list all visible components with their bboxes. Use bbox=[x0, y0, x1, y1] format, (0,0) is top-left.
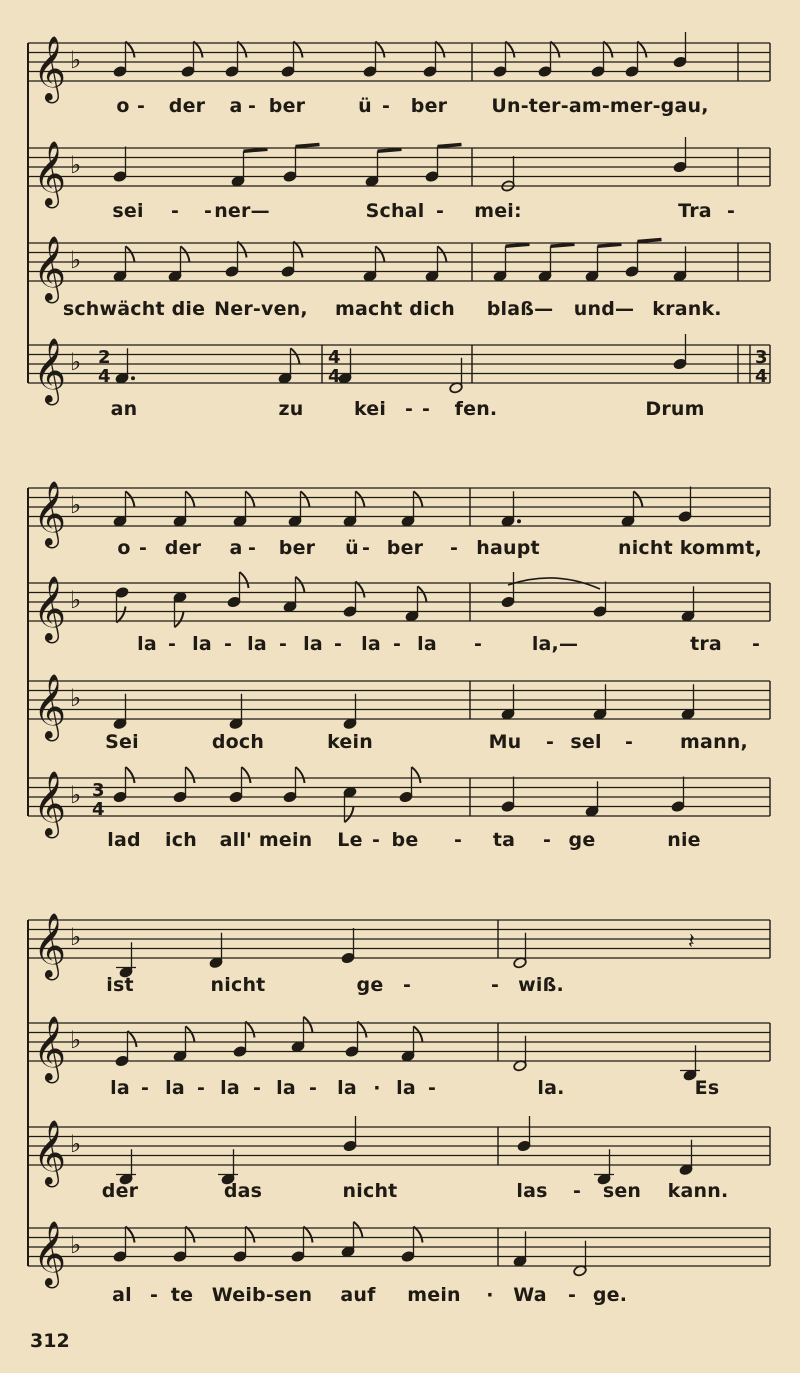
eighth-flag bbox=[376, 246, 385, 262]
treble-clef-icon: 𝄞 bbox=[33, 771, 67, 836]
lyric-syllable: - bbox=[624, 731, 634, 753]
note-beam bbox=[598, 244, 622, 246]
lyric-syllable: Le bbox=[337, 829, 363, 851]
eighth-flag bbox=[418, 586, 427, 602]
time-signature-numerator: 2 bbox=[98, 347, 111, 368]
time-signature-denominator: 4 bbox=[328, 366, 341, 387]
lyric-syllable: - bbox=[333, 633, 343, 655]
lyric-syllable: nicht bbox=[210, 974, 266, 996]
lyric-syllable: Schal bbox=[365, 200, 425, 222]
lyric-syllable: - bbox=[252, 1077, 262, 1099]
eighth-flag bbox=[414, 491, 423, 507]
lyric-syllable: o bbox=[117, 537, 131, 559]
eighth-flag bbox=[126, 42, 135, 58]
note-beam bbox=[244, 149, 268, 151]
lyric-syllable: Sei bbox=[105, 731, 139, 753]
flat-sign-icon: ♭ bbox=[70, 246, 82, 274]
lyric-syllable: Weib-sen bbox=[211, 1284, 313, 1306]
lyric-syllable: kein bbox=[327, 731, 373, 753]
eighth-flag bbox=[128, 1031, 137, 1047]
lyric-syllable: nie bbox=[667, 829, 701, 851]
lyric-syllable: der bbox=[101, 1180, 139, 1202]
lyric-syllable: o bbox=[116, 95, 130, 117]
lyric-syllable: - bbox=[361, 537, 371, 559]
eighth-flag bbox=[246, 491, 255, 507]
eighth-flag bbox=[296, 767, 305, 783]
lyric-syllable: la bbox=[396, 1077, 416, 1099]
lyric-syllable: - bbox=[138, 537, 148, 559]
lyric-syllable: al bbox=[112, 1284, 132, 1306]
lyric-syllable: macht dich bbox=[334, 298, 456, 320]
lyric-syllable: haupt bbox=[476, 537, 540, 559]
lyric-syllable: - bbox=[402, 974, 412, 996]
eighth-flag bbox=[294, 42, 303, 58]
treble-clef-icon: 𝄞 bbox=[33, 236, 67, 301]
eighth-flag bbox=[414, 1026, 423, 1042]
lyrics-line bbox=[20, 200, 790, 224]
lyric-syllable: das bbox=[223, 1180, 263, 1202]
lyrics-line bbox=[20, 298, 790, 322]
lyric-syllable: ta bbox=[492, 829, 516, 851]
lyric-syllable: - bbox=[170, 200, 180, 222]
treble-clef-icon: 𝄞 bbox=[33, 338, 67, 403]
lyric-syllable: lad bbox=[107, 829, 141, 851]
eighth-flag bbox=[506, 42, 515, 58]
lyric-syllable: la bbox=[303, 633, 323, 655]
lyric-syllable: kei bbox=[353, 398, 387, 420]
eighth-flag bbox=[126, 767, 135, 783]
lyric-syllable: - bbox=[167, 633, 177, 655]
note-beam bbox=[551, 244, 575, 246]
lyric-syllable: der bbox=[164, 537, 202, 559]
lyric-syllable: fen. bbox=[454, 398, 498, 420]
time-signature-numerator: 3 bbox=[755, 347, 768, 368]
lyric-syllable: - bbox=[542, 829, 552, 851]
lyric-syllable: a bbox=[229, 537, 243, 559]
lyric-syllable: - bbox=[196, 1077, 206, 1099]
eighth-flag bbox=[296, 577, 305, 593]
lyric-syllable: kann. bbox=[667, 1180, 729, 1202]
eighth-flag bbox=[634, 491, 643, 507]
eighth-flag bbox=[301, 491, 310, 507]
flat-sign-icon: ♭ bbox=[70, 491, 82, 519]
lyric-syllable: nicht bbox=[342, 1180, 398, 1202]
time-signature-denominator: 4 bbox=[755, 366, 768, 387]
eighth-flag bbox=[438, 246, 447, 262]
eighth-flag bbox=[126, 1227, 135, 1243]
lyrics-line bbox=[20, 398, 790, 422]
lyric-syllable: Ner-ven, bbox=[214, 298, 308, 320]
lyric-syllable: all' mein bbox=[219, 829, 313, 851]
flat-sign-icon: ♭ bbox=[70, 151, 82, 179]
eighth-flag bbox=[304, 1227, 313, 1243]
flat-sign-icon: ♭ bbox=[70, 684, 82, 712]
lyric-syllable: la bbox=[192, 633, 212, 655]
flat-sign-icon: ♭ bbox=[70, 923, 82, 951]
lyric-syllable: tra bbox=[690, 633, 722, 655]
lyric-syllable: - bbox=[473, 633, 483, 655]
lyric-syllable: - bbox=[278, 633, 288, 655]
lyric-syllable: zu bbox=[278, 398, 304, 420]
lyric-syllable: la. bbox=[537, 1077, 565, 1099]
eighth-flag bbox=[291, 348, 300, 364]
time-signature-numerator: 4 bbox=[328, 347, 341, 368]
lyrics-line bbox=[20, 95, 790, 119]
eighth-flag bbox=[186, 767, 195, 783]
lyric-syllable: Es bbox=[694, 1077, 720, 1099]
augmentation-dot bbox=[131, 376, 135, 380]
lyric-syllable: - bbox=[435, 200, 445, 222]
eighth-flag bbox=[358, 1022, 367, 1038]
lyric-syllable: krank. bbox=[652, 298, 722, 320]
lyric-syllable: ber bbox=[278, 537, 316, 559]
lyric-syllable: - bbox=[247, 537, 257, 559]
lyrics-line bbox=[20, 1284, 790, 1308]
eighth-flag bbox=[376, 42, 385, 58]
lyric-syllable: ber bbox=[268, 95, 306, 117]
lyric-syllable: ü bbox=[345, 537, 359, 559]
lyric-syllable: der bbox=[168, 95, 206, 117]
lyrics-line bbox=[20, 731, 790, 755]
lyric-syllable: - bbox=[371, 829, 381, 851]
lyric-syllable: - bbox=[751, 633, 761, 655]
eighth-flag bbox=[294, 242, 303, 258]
lyric-syllable: ge bbox=[356, 974, 384, 996]
lyric-syllable: ge. bbox=[592, 1284, 628, 1306]
flat-sign-icon: ♭ bbox=[70, 1130, 82, 1158]
lyric-syllable: las bbox=[516, 1180, 548, 1202]
flat-sign-icon: ♭ bbox=[70, 586, 82, 614]
treble-clef-icon: 𝄞 bbox=[33, 481, 67, 546]
lyric-syllable: und— bbox=[573, 298, 635, 320]
lyric-syllable: - bbox=[567, 1284, 577, 1306]
lyric-syllable: la bbox=[361, 633, 381, 655]
augmentation-dot bbox=[517, 519, 521, 523]
eighth-flag bbox=[117, 607, 126, 623]
eighth-flag bbox=[354, 1222, 363, 1238]
lyric-syllable: la bbox=[247, 633, 267, 655]
time-signature-denominator: 4 bbox=[92, 799, 105, 820]
eighth-flag bbox=[551, 42, 560, 58]
lyric-syllable: wiß. bbox=[518, 974, 564, 996]
eighth-flag bbox=[356, 491, 365, 507]
lyric-syllable: - bbox=[140, 1077, 150, 1099]
lyrics-line bbox=[20, 1077, 790, 1101]
lyric-syllable: Tra bbox=[678, 200, 712, 222]
lyric-syllable: mein bbox=[407, 1284, 461, 1306]
eighth-flag bbox=[436, 42, 445, 58]
lyric-syllable: - bbox=[392, 633, 402, 655]
eighth-flag bbox=[604, 42, 613, 58]
lyric-syllable: - bbox=[421, 398, 431, 420]
lyric-syllable: - bbox=[490, 974, 500, 996]
lyric-syllable: ü bbox=[358, 95, 372, 117]
eighth-flag bbox=[345, 806, 354, 822]
lyric-syllable: · bbox=[486, 1284, 494, 1306]
lyric-syllable: Un-ter-am-mer-gau, bbox=[491, 95, 709, 117]
lyric-syllable: ber bbox=[386, 537, 424, 559]
note-beam bbox=[506, 244, 530, 246]
lyric-syllable: an bbox=[110, 398, 138, 420]
lyric-syllable: nicht kommt, bbox=[617, 537, 763, 559]
lyric-syllable: a bbox=[229, 95, 243, 117]
lyric-syllable: - bbox=[453, 829, 463, 851]
lyric-syllable: - bbox=[572, 1180, 582, 1202]
lyric-syllable: - bbox=[308, 1077, 318, 1099]
eighth-flag bbox=[412, 767, 421, 783]
lyric-syllable: la bbox=[165, 1077, 185, 1099]
treble-clef-icon: 𝄞 bbox=[33, 576, 67, 641]
lyric-syllable: - bbox=[247, 95, 257, 117]
lyric-syllable: be bbox=[391, 829, 419, 851]
eighth-flag bbox=[414, 1227, 423, 1243]
lyric-syllable: ge bbox=[568, 829, 596, 851]
treble-clef-icon: 𝄞 bbox=[33, 913, 67, 978]
lyric-syllable: sen bbox=[602, 1180, 642, 1202]
eighth-flag bbox=[186, 1026, 195, 1042]
treble-clef-icon: 𝄞 bbox=[33, 674, 67, 739]
eighth-flag bbox=[181, 246, 190, 262]
lyric-syllable: - bbox=[136, 95, 146, 117]
time-signature-numerator: 3 bbox=[92, 780, 105, 801]
flat-sign-icon: ♭ bbox=[70, 781, 82, 809]
lyric-syllable: - bbox=[404, 398, 414, 420]
lyric-syllable: te bbox=[170, 1284, 194, 1306]
treble-clef-icon: 𝄞 bbox=[33, 1120, 67, 1185]
time-signature-denominator: 4 bbox=[98, 366, 111, 387]
lyric-syllable: - bbox=[223, 633, 233, 655]
eighth-flag bbox=[246, 1022, 255, 1038]
note-beam bbox=[438, 145, 462, 147]
lyrics-line bbox=[20, 829, 790, 853]
lyric-syllable: Drum bbox=[645, 398, 705, 420]
lyric-syllable: ber bbox=[410, 95, 448, 117]
lyric-syllable: la bbox=[276, 1077, 296, 1099]
lyric-syllable: doch bbox=[211, 731, 265, 753]
lyric-syllable: Mu bbox=[488, 731, 522, 753]
lyric-syllable: - bbox=[427, 1077, 437, 1099]
lyric-syllable: la bbox=[220, 1077, 240, 1099]
flat-sign-icon: ♭ bbox=[70, 348, 82, 376]
lyric-syllable: - bbox=[381, 95, 391, 117]
note-beam bbox=[296, 145, 320, 147]
quarter-rest-icon: 𝄽 bbox=[688, 929, 695, 955]
lyric-syllable: ner— bbox=[214, 200, 270, 222]
lyric-syllable: auf bbox=[340, 1284, 376, 1306]
lyric-syllable: - bbox=[726, 200, 736, 222]
lyrics-line bbox=[20, 974, 790, 998]
flat-sign-icon: ♭ bbox=[70, 1231, 82, 1259]
lyrics-line bbox=[20, 537, 790, 561]
lyric-syllable: la bbox=[110, 1077, 130, 1099]
lyric-syllable: la bbox=[137, 633, 157, 655]
lyrics-line bbox=[20, 1180, 790, 1204]
eighth-flag bbox=[238, 42, 247, 58]
lyric-syllable: mann, bbox=[680, 731, 748, 753]
lyric-syllable: - bbox=[449, 537, 459, 559]
eighth-flag bbox=[175, 611, 184, 627]
lyric-syllable: schwächt die bbox=[62, 298, 206, 320]
eighth-flag bbox=[246, 1227, 255, 1243]
eighth-flag bbox=[126, 246, 135, 262]
eighth-flag bbox=[304, 1017, 313, 1033]
lyric-syllable: ist bbox=[106, 974, 134, 996]
eighth-flag bbox=[238, 242, 247, 258]
eighth-flag bbox=[638, 42, 647, 58]
lyric-syllable: la,— bbox=[531, 633, 579, 655]
eighth-flag bbox=[126, 491, 135, 507]
eighth-flag bbox=[186, 491, 195, 507]
eighth-flag bbox=[240, 572, 249, 588]
flat-sign-icon: ♭ bbox=[70, 1026, 82, 1054]
lyric-syllable: ich bbox=[165, 829, 197, 851]
lyric-syllable: la bbox=[417, 633, 437, 655]
lyric-syllable: - bbox=[545, 731, 555, 753]
eighth-flag bbox=[186, 1227, 195, 1243]
treble-clef-icon: 𝄞 bbox=[33, 36, 67, 101]
treble-clef-icon: 𝄞 bbox=[33, 141, 67, 206]
treble-clef-icon: 𝄞 bbox=[33, 1221, 67, 1286]
lyric-syllable: Wa bbox=[513, 1284, 547, 1306]
lyric-syllable: · bbox=[373, 1077, 381, 1099]
eighth-flag bbox=[356, 582, 365, 598]
lyric-syllable: mei: bbox=[474, 200, 522, 222]
note-beam bbox=[378, 149, 402, 151]
lyric-syllable: - bbox=[203, 200, 213, 222]
page-number: 312 bbox=[30, 1330, 70, 1352]
lyrics-line bbox=[20, 633, 790, 657]
lyric-syllable: - bbox=[149, 1284, 159, 1306]
treble-clef-icon: 𝄞 bbox=[33, 1016, 67, 1081]
lyric-syllable: sei bbox=[112, 200, 144, 222]
lyric-syllable: la bbox=[337, 1077, 357, 1099]
eighth-flag bbox=[242, 767, 251, 783]
eighth-flag bbox=[194, 42, 203, 58]
lyric-syllable: blaß— bbox=[486, 298, 554, 320]
lyric-syllable: sel bbox=[570, 731, 602, 753]
note-beam bbox=[638, 240, 662, 242]
flat-sign-icon: ♭ bbox=[70, 46, 82, 74]
